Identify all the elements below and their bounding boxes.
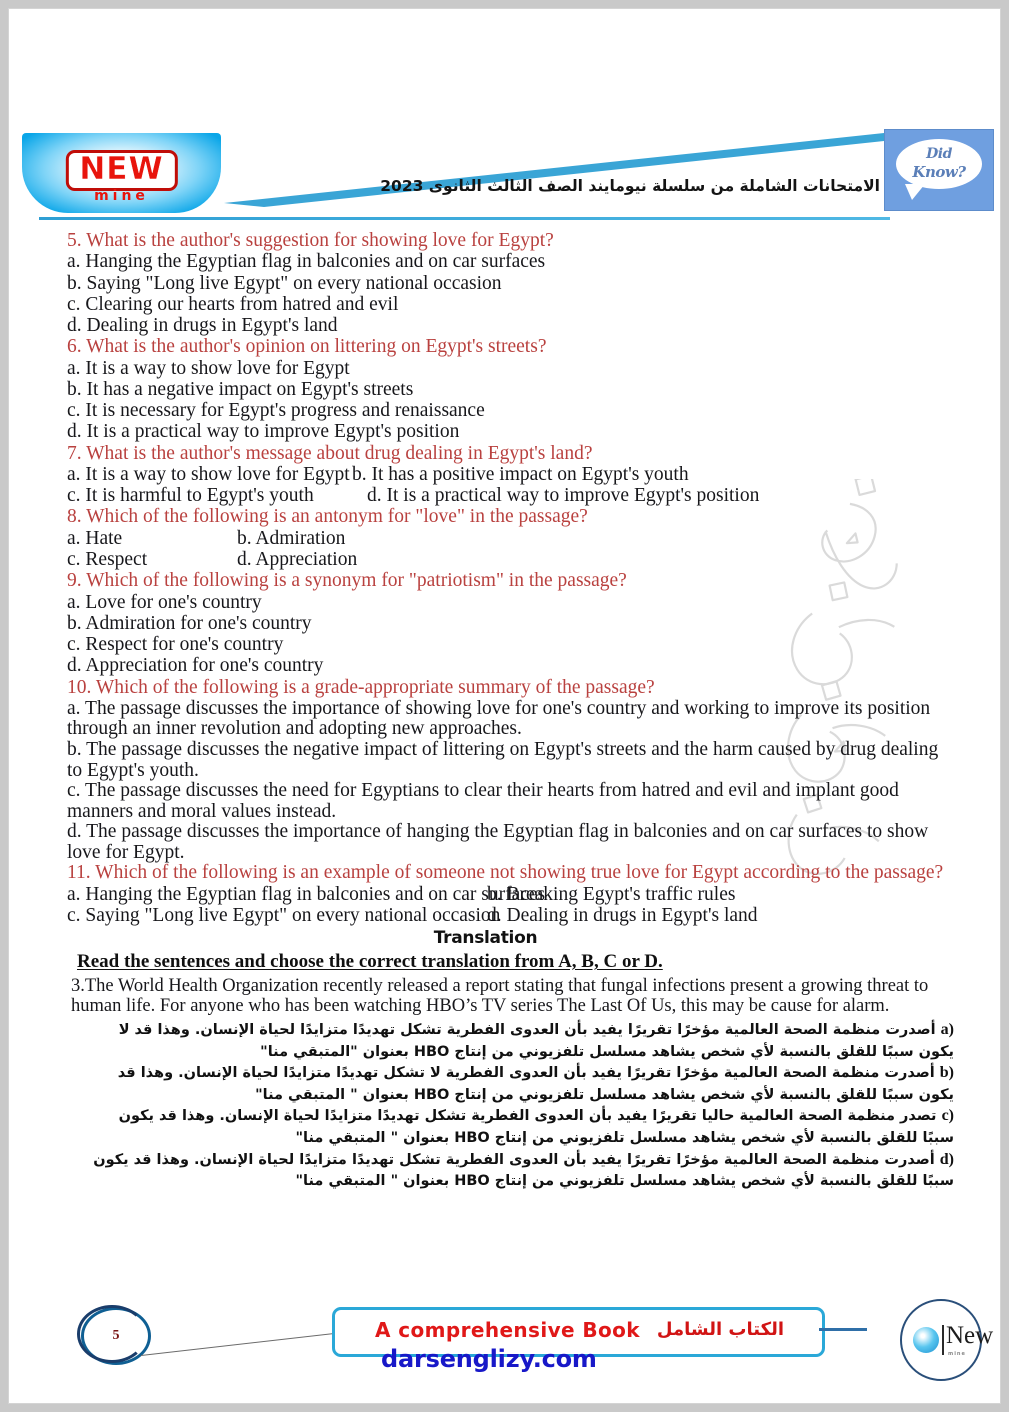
exam-content bbox=[9, 231, 1001, 1192]
option-8-d[interactable]: d. Appreciation bbox=[237, 548, 358, 570]
option-8-a[interactable]: a. Hate bbox=[67, 527, 123, 549]
translation-section-title: Translation bbox=[433, 928, 538, 949]
footer-newmine-logo bbox=[900, 1299, 994, 1381]
translation-instruction: Read the sentences and choose the correct translation from A, B, C or D. bbox=[77, 951, 663, 973]
option-10-b[interactable]: b. The passage discusses the negative impact of littering on Egypt's streets and the harm caused by drug dealing to Egypt's youth. bbox=[67, 738, 939, 781]
footer-logo-connector bbox=[819, 1328, 867, 1331]
header-wedge-decoration bbox=[224, 131, 884, 209]
translation-option-b[interactable] bbox=[85, 1062, 954, 1105]
footer-book-title-en: A comprehensive Book bbox=[375, 1318, 641, 1342]
translation-option-d-label: d) bbox=[939, 1150, 954, 1168]
option-11-b[interactable]: b. Breaking Egypt's traffic rules bbox=[487, 883, 736, 905]
logo-new-text: NEW bbox=[65, 150, 177, 191]
page-footer bbox=[9, 1293, 1001, 1385]
option-5-d[interactable]: d. Dealing in drugs in Egypt's land bbox=[67, 315, 338, 337]
footer-logo-subtext: mine bbox=[948, 1351, 966, 1357]
translation-option-a-text: أصدرت منظمة الصحة العالمية مؤخرًا تقريرًا يفيد بأن العدوى الفطرية تشكل تهديدًا متزايدًا لحياة الإنسان. وهذا قد لا يكون سببًا للقلق بالنسبة لأي شخص يشاهد مسلسل تلفزيوني من إنتاج HBO بعنوان "المتبقي منا" bbox=[118, 1021, 954, 1060]
option-6-c[interactable]: c. It is necessary for Egypt's progress and renaissance bbox=[67, 400, 485, 422]
option-9-c[interactable]: c. Respect for one's country bbox=[67, 634, 284, 656]
option-row-8-1 bbox=[67, 529, 1001, 549]
option-8-c[interactable]: c. Respect bbox=[67, 548, 148, 570]
footer-logo-divider bbox=[942, 1325, 944, 1355]
option-row-11-1 bbox=[67, 885, 1001, 905]
speech-bubble-icon bbox=[896, 139, 982, 189]
header-divider bbox=[39, 217, 890, 220]
option-11-c[interactable]: c. Saying "Long live Egypt" on every national occasion bbox=[67, 904, 501, 926]
translation-option-a-label: a) bbox=[940, 1020, 954, 1038]
page-number: 5 bbox=[112, 1328, 120, 1343]
option-10-c[interactable]: c. The passage discusses the need for Egyptians to clear their hearts from hatred and evil and implant good manners and moral values instead. bbox=[67, 780, 899, 822]
option-5-a[interactable]: a. Hanging the Egyptian flag in balconies and on car surfaces bbox=[67, 251, 546, 273]
footer-logo-text: New bbox=[946, 1322, 994, 1349]
document-page bbox=[8, 8, 1001, 1404]
option-row-11-2 bbox=[67, 906, 1001, 926]
option-6-d[interactable]: d. It is a practical way to improve Egypt's position bbox=[67, 421, 460, 443]
translation-source-sentence: 3.The World Health Organization recently released a report stating that fungal infections present a growing threat to human life. For anyone who has been watching HBO’s TV series The Last Of Us, this may be cause for alarm. bbox=[71, 976, 929, 1017]
option-10-d[interactable]: d. The passage discusses the importance of hanging the Egyptian flag in balconies and on car surfaces to show love for Egypt. bbox=[67, 821, 929, 863]
translation-option-d[interactable] bbox=[85, 1149, 954, 1192]
option-5-b[interactable]: b. Saying "Long live Egypt" on every national occasion bbox=[67, 272, 502, 294]
question-prompt-8: 8. Which of the following is an antonym for "love" in the passage? bbox=[67, 506, 588, 528]
option-7-b[interactable]: b. It has a positive impact on Egypt's youth bbox=[352, 463, 689, 485]
option-7-c[interactable]: c. It is harmful to Egypt's youth bbox=[67, 485, 314, 507]
translation-option-c[interactable] bbox=[85, 1105, 954, 1148]
logo-mine-text: mine bbox=[94, 188, 149, 204]
option-row-8-2 bbox=[67, 550, 1001, 570]
header-title-arabic: الامتحانات الشاملة من سلسلة نيومايند الصف الثالث الثانوى 2023 bbox=[380, 177, 880, 195]
option-row-7-2 bbox=[67, 486, 1001, 506]
option-7-d[interactable]: d. It is a practical way to improve Egypt's position bbox=[367, 485, 760, 507]
translation-option-a[interactable] bbox=[85, 1019, 954, 1062]
option-6-a[interactable]: a. It is a way to show love for Egypt bbox=[67, 357, 350, 379]
option-8-b[interactable]: b. Admiration bbox=[237, 527, 346, 549]
page-number-badge bbox=[81, 1307, 151, 1365]
question-prompt-6: 6. What is the author's opinion on littering on Egypt's streets? bbox=[67, 336, 547, 358]
did-you-know-badge bbox=[884, 129, 994, 211]
translation-option-c-label: c) bbox=[941, 1107, 954, 1125]
footer-book-title-ar: الكتاب الشامل bbox=[656, 1319, 784, 1340]
option-5-c[interactable]: c. Clearing our hearts from hatred and evil bbox=[67, 293, 399, 315]
option-row-7-1 bbox=[67, 465, 1001, 485]
option-11-d[interactable]: d. Dealing in drugs in Egypt's land bbox=[487, 904, 758, 926]
footer-website-url[interactable]: darsenglizy.com bbox=[381, 1345, 597, 1373]
option-9-a[interactable]: a. Love for one's country bbox=[67, 591, 262, 613]
footer-connector-line bbox=[141, 1332, 340, 1356]
newmine-logo bbox=[22, 133, 221, 213]
badge-line-3: Know? bbox=[912, 163, 966, 181]
question-prompt-11: 11. Which of the following is an example of someone not showing true love for Egypt according to the passage? bbox=[67, 862, 944, 884]
question-prompt-5: 5. What is the author's suggestion for showing love for Egypt? bbox=[67, 230, 554, 251]
question-prompt-7: 7. What is the author's message about drug dealing in Egypt's land? bbox=[67, 442, 593, 464]
translation-option-b-label: b) bbox=[939, 1064, 954, 1082]
option-10-a[interactable]: a. The passage discusses the importance of showing love for one's country and working to improve its position through an inner revolution and adopting new approaches. bbox=[67, 697, 931, 740]
option-9-b[interactable]: b. Admiration for one's country bbox=[67, 612, 312, 634]
option-6-b[interactable]: b. It has a negative impact on Egypt's streets bbox=[67, 378, 414, 400]
option-11-a[interactable]: a. Hanging the Egyptian flag in balconies and on car surfaces bbox=[67, 883, 546, 905]
badge-line-1: Did bbox=[926, 146, 952, 162]
translation-option-c-text: تصدر منظمة الصحة العالمية حاليا تقريرًا يفيد بأن العدوى الفطرية تشكل تهديدًا متزايدًا لحياة الإنسان. وهذا قد يكون سببًا للقلق بالنسبة لأي شخص يشاهد مسلسل تلفزيوني من إنتاج HBO بعنوان " المتبقي منا" bbox=[118, 1108, 954, 1147]
page-header bbox=[9, 119, 1001, 224]
translation-option-b-text: أصدرت منظمة الصحة العالمية مؤخرًا تقريرًا يفيد بأن العدوى الفطرية لا تشكل تهديدًا متزايدًا لحياة الإنسان. وهذا قد يكون سببًا للقلق بالنسبة لأي شخص يشاهد مسلسل تلفزيوني من إنتاج HBO بعنوان " المتبقي منا" bbox=[117, 1065, 954, 1103]
option-9-d[interactable]: d. Appreciation for one's country bbox=[67, 655, 324, 677]
translation-option-d-text: أصدرت منظمة الصحة العالمية مؤخرًا تقريرًا يفيد بأن العدوى الفطرية تشكل تهديدًا متزايدًا لحياة الإنسان. وهذا قد يكون سببًا للقلق بالنسبة لأي شخص يشاهد مسلسل تلفزيوني من إنتاج HBO بعنوان " المتبقي منا" bbox=[93, 1151, 954, 1190]
question-prompt-9: 9. Which of the following is a synonym for "patriotism" in the passage? bbox=[67, 570, 627, 592]
option-7-a[interactable]: a. It is a way to show love for Egypt bbox=[67, 463, 350, 485]
question-prompt-10: 10. Which of the following is a grade-appropriate summary of the passage? bbox=[67, 676, 655, 698]
footer-logo-dot-icon bbox=[913, 1327, 939, 1353]
